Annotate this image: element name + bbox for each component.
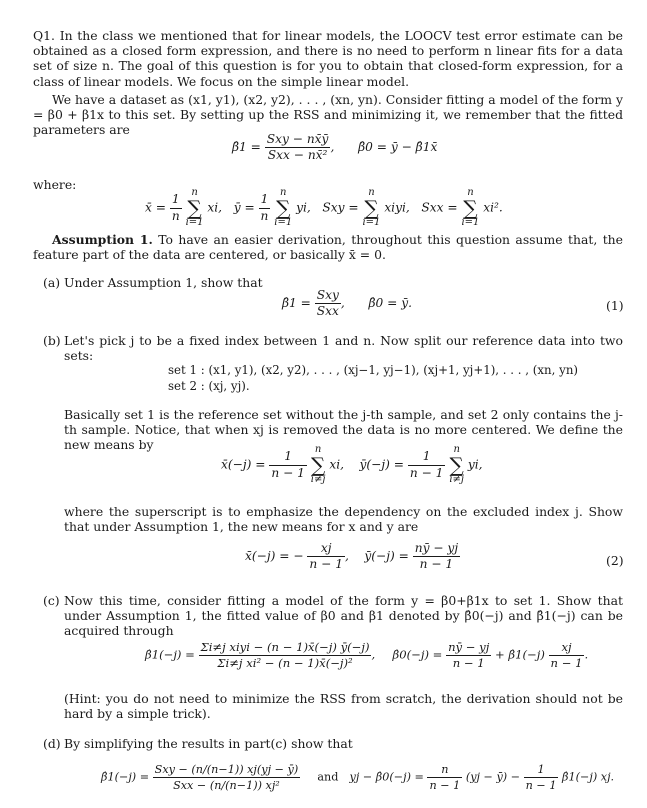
one-over-n-frac <box>170 192 182 223</box>
sxx-lhs: Sxx = <box>421 200 458 215</box>
part-a-beta1-numerator: Sxy <box>315 288 341 304</box>
part-d-rhs-frac2-den: n − 1 <box>525 779 557 793</box>
sum-bottom-b2: i≠j <box>449 474 465 485</box>
ybar-result-num: nȳ − yj <box>413 541 460 557</box>
frac-one-b: 1 <box>269 449 307 465</box>
sigma-icon: ∑ <box>449 453 464 477</box>
sigma-icon: ∑ <box>187 196 202 220</box>
part-d-rhs-frac1 <box>427 762 462 793</box>
ybar-result-den: n − 1 <box>419 557 454 572</box>
one-over-n-minus-1-b <box>408 449 446 480</box>
xbar-result-den: n − 1 <box>309 557 343 572</box>
part-c-xj-den: n − 1 <box>550 656 583 671</box>
sum-bottom-2: i=1 <box>274 217 293 228</box>
sum-operator-b1 <box>311 445 326 485</box>
beta0-formula: β̂0 = ȳ − β̂1x̄ <box>358 140 438 155</box>
assumption-label: Assumption 1. <box>52 232 153 247</box>
sum-operator-b2 <box>449 445 464 485</box>
part-c-beta0-fraction <box>446 640 491 671</box>
frac-n-2: n <box>260 208 269 223</box>
part-b-label: (b) <box>43 333 61 348</box>
sxy-lhs: Sxy = <box>322 200 359 215</box>
part-d-rhs-frac2-num: 1 <box>524 762 559 778</box>
part-c-equation: β̂1(−j) = $\frac{\text{Σi≠j xiyi − (n − 1)x̄(−j) ȳ(−j)}}{\text{Σi≠j xi² − (n − 1)x̄(−j)²}}$ , β̂0(−j) = $\frac{nȳ - yj}{n - 1}$ + β̂1(−j) $\frac{xj}{n - 1}$ . <box>145 640 589 671</box>
part-c-xj-num: xj <box>549 640 585 656</box>
beta1-fraction <box>265 132 331 163</box>
sigma-icon: ∑ <box>364 196 379 220</box>
where-text: where: <box>33 177 77 192</box>
part-d-beta1-lhs: β̂1(−j) = <box>101 770 150 784</box>
part-d-label: (d) <box>43 736 61 751</box>
frac-n: n <box>171 208 180 223</box>
part-a-beta0: β̂0 = ȳ. <box>368 296 413 311</box>
dataset-text: We have a dataset as (x1, y1), (x2, y2), . . . , (xn, yn). Consider fitting a model of the form y = β0 + β1x to this set. By setting up the RSS and minimizing it, we remember that the fitted parameters are <box>33 92 623 138</box>
part-c-hint: (Hint: you do not need to minimize the RSS from scratch, the derivation should not be hard by a simple trick). <box>64 691 623 722</box>
sum-operator-2 <box>274 188 292 228</box>
part-c-xj-fraction <box>549 640 585 671</box>
xi-term-b: xi, <box>329 457 345 472</box>
part-d-rhs-frac2 <box>524 762 559 793</box>
definitions-equation <box>145 188 503 228</box>
part-b-text3: where the superscript is to emphasize the dependency on the excluded index j. Show that under Assumption 1, the new means for x and y are <box>64 504 623 535</box>
intro-text: Q1. In the class we mentioned that for linear models, the LOOCV test error estimate can be obtained as a closed form expression, and there is no need to perform n linear fits for a data set of size n. The goal of this question is for you to obtain that closed-form expression, for a class of linear models. We focus on the simple linear model. <box>33 28 623 89</box>
frac-one: 1 <box>170 192 182 208</box>
one-over-n-frac-2 <box>259 192 271 223</box>
xi-term: xi, <box>207 200 223 215</box>
frac-n-minus-1: n − 1 <box>271 465 305 480</box>
part-d-beta1-fraction <box>153 762 301 793</box>
part-c-beta1-num: Σi≠j xiyi − (n − 1)x̄(−j) ȳ(−j) <box>199 640 372 656</box>
part-d-rhs-frac1-den: n − 1 <box>429 779 461 793</box>
sum-top: n <box>191 187 198 198</box>
sum-operator-4 <box>461 188 479 228</box>
xbar-lhs: x̄ = <box>145 200 166 215</box>
beta1-lhs: β̂1 = <box>232 140 261 155</box>
part-d-text: By simplifying the results in part(c) show that <box>64 736 353 751</box>
dataset-paragraph <box>33 92 623 138</box>
part-d-and: and <box>317 770 339 784</box>
sum-bottom-4: i=1 <box>461 217 480 228</box>
part-d-beta1-num: Sxy − (n/(n−1)) xj(yj − ȳ) <box>153 762 301 778</box>
beta1-numerator: Sxy − nx̄ȳ <box>265 132 331 148</box>
set1-line: set 1 : (x1, y1), (x2, y2), . . . , (xj−1, yj−1), (xj+1, yj+1), . . . , (xn, yn) <box>168 363 579 377</box>
ybar-result-lhs: ȳ(−j) = <box>364 549 409 564</box>
one-over-n-minus-1 <box>269 449 307 480</box>
frac-one-b2: 1 <box>408 449 446 465</box>
xiyi-term: xiyi, <box>384 200 410 215</box>
xbar-result-lhs: x̄(−j) = − <box>245 549 304 564</box>
fitted-params-equation: β̂1 = $\frac{\text{Sxy − nx̄ȳ}}{\text{Sxx − nx̄²}}$ , β̂0 = ȳ − β̂1x̄ <box>232 132 438 163</box>
beta1-denominator: Sxx − nx̄² <box>267 148 328 163</box>
part-c-beta0-num: nȳ − yj <box>446 640 491 656</box>
part-c-plus-term: + β̂1(−j) <box>495 647 545 662</box>
part-a-label: (a) <box>43 275 61 290</box>
frac-one-2: 1 <box>259 192 271 208</box>
frac-n-minus-1-b2: n − 1 <box>409 465 444 480</box>
part-d-rhs-end: β̂1(−j) xj. <box>562 770 615 784</box>
part-c-beta1-lhs: β̂1(−j) = <box>145 647 195 662</box>
sum-bottom-3: i=1 <box>362 217 381 228</box>
sum-top-3: n <box>368 187 375 198</box>
part-d-equation <box>101 762 614 793</box>
sum-top-2: n <box>280 187 287 198</box>
part-c-beta1-den: Σi≠j xi² − (n − 1)x̄(−j)² <box>217 656 353 671</box>
sum-top-4: n <box>467 187 474 198</box>
part-c-beta1-fraction <box>199 640 372 671</box>
sigma-icon: ∑ <box>463 196 478 220</box>
part-a-beta1-denominator: Sxx <box>316 304 339 319</box>
equation-number-2: (2) <box>606 553 624 568</box>
sigma-icon: ∑ <box>311 453 326 477</box>
assumption-paragraph <box>33 232 623 262</box>
sum-top-b1: n <box>314 444 322 455</box>
equation-number-1: (1) <box>606 298 624 313</box>
ybar-result-fraction <box>413 541 460 572</box>
part-d-beta1-den: Sxx − (n/(n−1)) xj² <box>173 779 280 793</box>
part-c-beta0-den: n − 1 <box>452 656 485 671</box>
part-a-text: Under Assumption 1, show that <box>64 275 263 290</box>
part-b-text: Let's pick j to be a fixed index between 1 and n. Now split our reference data into two sets: <box>64 333 623 364</box>
part-c-beta0-lhs: β̂0(−j) = <box>392 647 443 662</box>
ybar-minus-j-lhs: ȳ(−j) = <box>359 457 404 472</box>
sigma-icon: ∑ <box>276 196 291 220</box>
part-a-beta1-lhs: β̂1 = <box>282 296 311 311</box>
sum-bottom: i=1 <box>185 217 204 228</box>
question-intro <box>33 28 623 89</box>
part-a-equation: β̂1 = $\frac{\text{Sxy}}{\text{Sxx}}$ , β̂0 = ȳ. <box>282 288 413 319</box>
part-d-rhs-mid: (yj − ȳ) − <box>465 770 521 784</box>
part-c-label: (c) <box>43 593 60 608</box>
yi-term: yi, <box>296 200 311 215</box>
sum-operator-3 <box>362 188 380 228</box>
assumption-text: To have an easier derivation, throughout this question assume that, the feature part of the data are centered, or basically x̄ = 0. <box>33 232 623 263</box>
xi2-term: xi². <box>483 200 503 215</box>
yi-term-b: yi, <box>467 457 483 472</box>
part-a-beta1-fraction <box>315 288 341 319</box>
set2-line: set 2 : (xj, yj). <box>168 379 250 393</box>
part-d-rhs-lhs: yj − β̂0(−j) = <box>349 770 424 784</box>
new-means-definition <box>221 445 483 485</box>
part-b-text2: Basically set 1 is the reference set without the j-th sample, and set 2 only contains the j-th sample. Notice, that when xj is removed the data is no more centered. We define the new means by <box>64 407 623 453</box>
xbar-result-num: xj <box>307 541 345 557</box>
new-means-result: x̄(−j) = − $\frac{xj}{n - 1}$ , ȳ(−j) = $\frac{nȳ - yj}{n - 1}$ <box>245 541 459 572</box>
sum-operator <box>186 188 204 228</box>
ybar-lhs: ȳ = <box>233 200 255 215</box>
part-c-text: Now this time, consider fitting a model of the form y = β0+β1x to set 1. Show that under Assumption 1, the fitted value of β0 and β1 denoted by β̂0(−j) and β̂1(−j) can be acquired through <box>64 593 623 639</box>
xbar-minus-j-lhs: x̄(−j) = <box>221 457 266 472</box>
part-d-rhs-frac1-num: n <box>427 762 462 778</box>
sum-top-b2: n <box>453 444 460 455</box>
xbar-result-fraction <box>307 541 345 572</box>
sum-bottom-b1: i≠j <box>310 474 326 485</box>
